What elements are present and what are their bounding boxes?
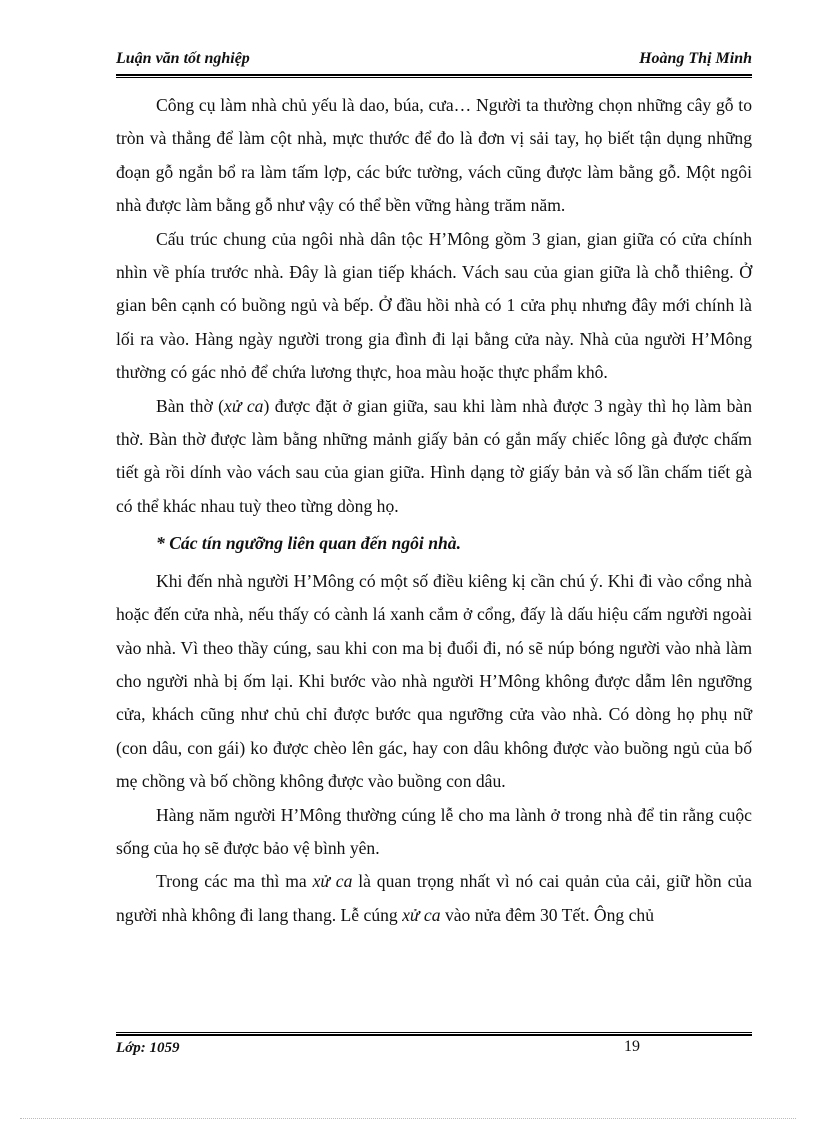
text-run: là quan trọng nhất vì nó cai quản của cải, giữ hồn của người nhà không đi lang thang. Lễ cúng bbox=[116, 871, 752, 925]
thesis-label: Luận văn tốt nghiệp bbox=[116, 50, 250, 67]
text-run: vào nửa đêm 30 Tết. Ông chủ bbox=[440, 904, 654, 925]
paragraph-xu-ca bbox=[116, 865, 752, 932]
text-run: Bàn thờ ( bbox=[156, 395, 225, 416]
footer-rule bbox=[116, 1034, 752, 1036]
header-rule bbox=[116, 74, 752, 76]
paragraph-altar bbox=[116, 390, 752, 524]
page-body bbox=[116, 89, 752, 932]
paragraph-taboos: Khi đến nhà người H’Mông có một số điều kiêng kị cần chú ý. Khi đi vào cổng nhà hoặc đến cửa nhà, nếu thấy có cành lá xanh cắm ở cổng, đấy là dấu hiệu cấm người ngoài vào nhà. Vì theo thầy cúng, sau khi con ma bị đuổi đi, nó sẽ núp bóng người vào nhà làm cho người nhà bị ốm lại. Khi bước vào nhà người H’Mông không được dẫm lên ngưỡng cửa, khách cũng như chủ chỉ được bước qua ngưỡng cửa vào nhà. Có dòng họ phụ nữ (con dâu, con gái) ko được chèo lên gác, hay con dâu không được vào buồng ngủ của bố mẹ chồng và bố chồng không được vào buồng con dâu. bbox=[116, 570, 752, 792]
section-heading: * Các tín ngưỡng liên quan đến ngôi nhà. bbox=[156, 533, 461, 554]
footer-rule-thin bbox=[116, 1032, 752, 1033]
header-rule-thin bbox=[116, 77, 752, 78]
page-header bbox=[116, 48, 752, 74]
author-name: Hoàng Thị Minh bbox=[639, 50, 752, 67]
page-number: 19 bbox=[624, 1038, 640, 1055]
italic-term: xử ca bbox=[312, 871, 353, 892]
paragraph-structure: Cấu trúc chung của ngôi nhà dân tộc H’Mông gồm 3 gian, gian giữa có cửa chính nhìn về phía trước nhà. Đây là gian tiếp khách. Vách sau của gian giữa là chỗ thiêng. Ở gian bên cạnh có buồng ngủ và bếp. Ở đầu hồi nhà có 1 cửa phụ nhưng đây mới chính là lối ra vào. Hàng ngày người trong gia đình đi lại bằng cửa này. Nhà của người H’Mông thường có gác nhỏ để chứa lương thực, hoa màu hoặc thực phẩm khô. bbox=[116, 228, 752, 383]
page-edge-divider bbox=[20, 1118, 796, 1119]
class-label: Lớp: 1059 bbox=[116, 1040, 180, 1056]
italic-term: xử ca bbox=[224, 395, 264, 416]
paragraph-worship: Hàng năm người H’Mông thường cúng lễ cho ma lành ở trong nhà để tin rằng cuộc sống của họ sẽ được bảo vệ bình yên. bbox=[116, 804, 752, 858]
text-run: Trong các ma thì ma bbox=[156, 871, 313, 892]
text-run: ) được đặt ở gian giữa, sau khi làm nhà được 3 ngày thì họ làm bàn thờ. Bàn thờ được làm bằng những mảnh giấy bản có gắn mấy chiếc lông gà được chấm tiết gà rồi dính vào vách sau của gian giữa. Hình dạng tờ giấy bản và số lần chấm tiết gà có thể khác nhau tuỳ theo từng dòng họ. bbox=[116, 395, 752, 516]
paragraph-tools: Công cụ làm nhà chủ yếu là dao, búa, cưa… Người ta thường chọn những cây gỗ to tròn và thẳng để làm cột nhà, mực thước để đo là đơn vị sải tay, họ biết tận dụng những đoạn gỗ ngắn bổ ra làm tấm lợp, các bức tường, vách cũng được làm bằng gỗ. Một ngôi nhà được làm bằng gỗ như vậy có thể bền vững hàng trăm năm. bbox=[116, 95, 752, 216]
italic-term: xử ca bbox=[402, 904, 441, 925]
